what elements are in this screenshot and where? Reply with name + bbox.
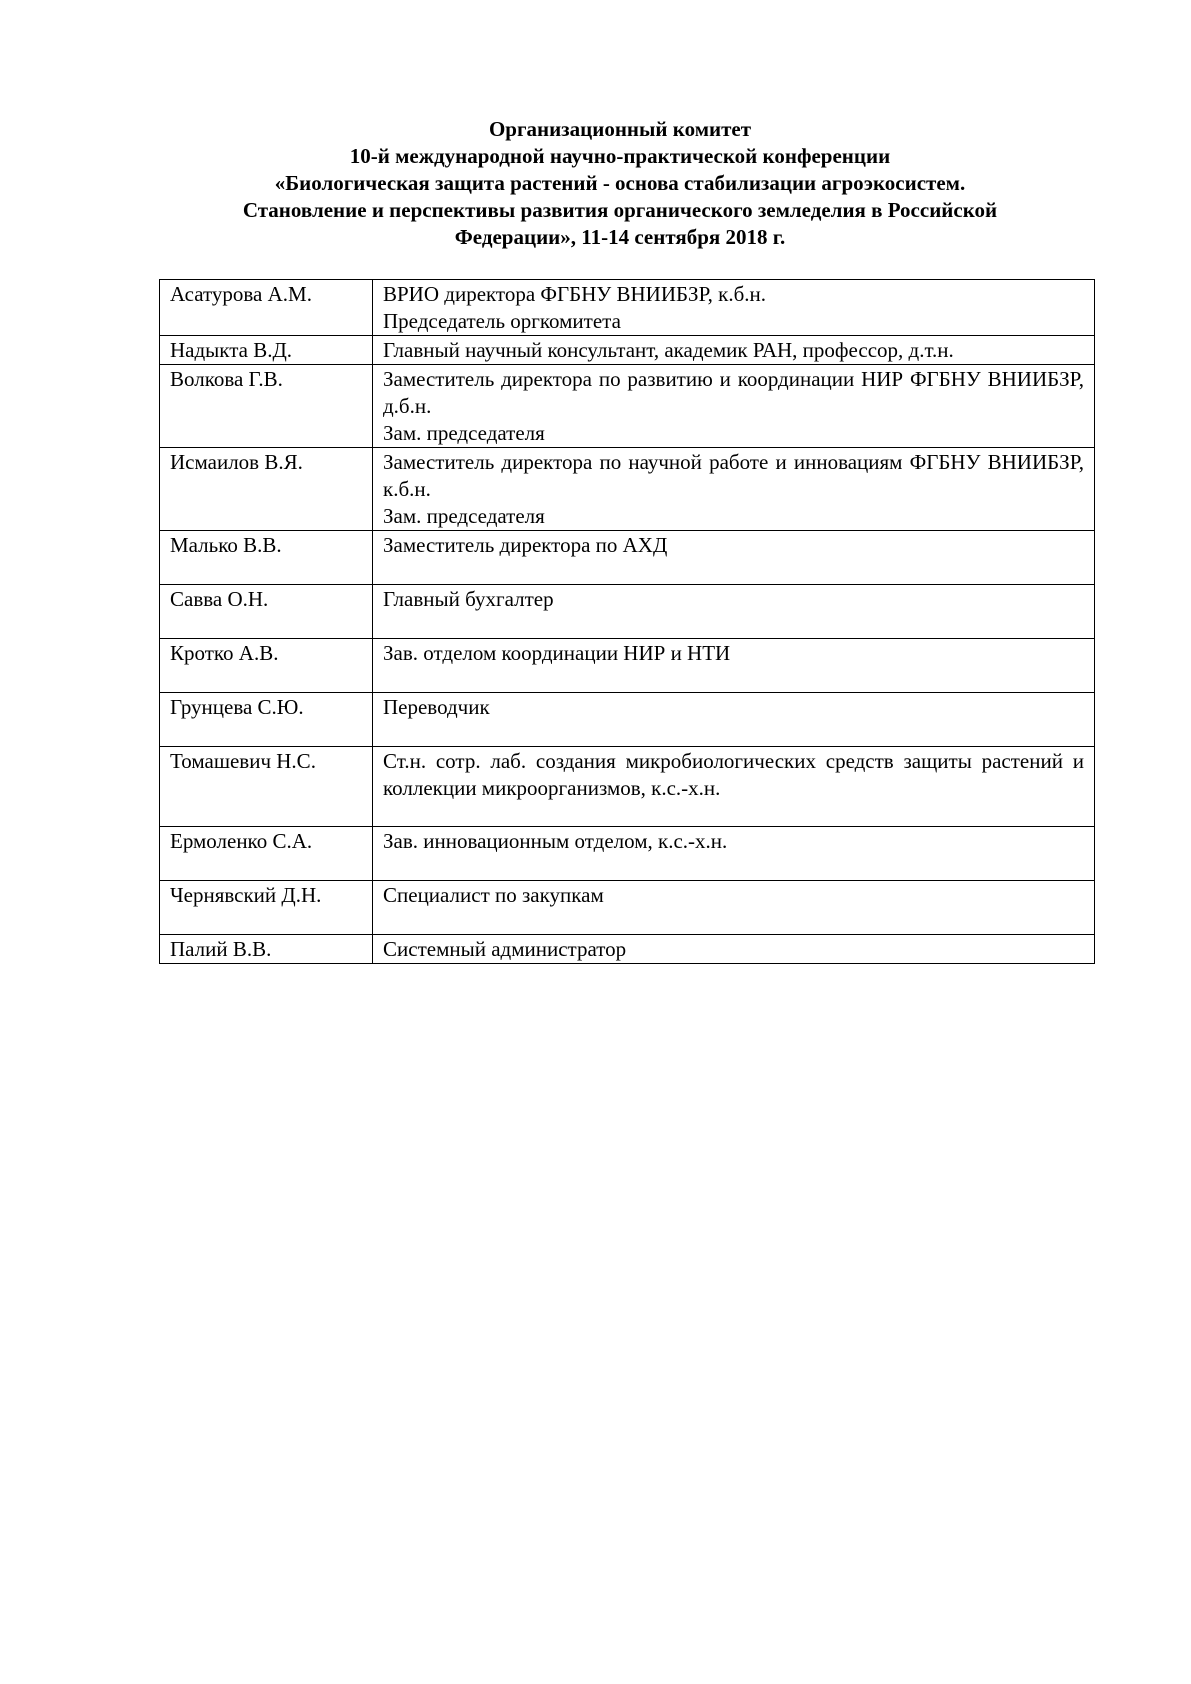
committee-table: [159, 279, 1095, 964]
heading-line: Федерации», 11-14 сентября 2018 г.: [454, 225, 786, 249]
heading-line: «Биологическая защита растений - основа стабилизации агроэкосистем.: [274, 171, 966, 195]
member-name: Надыкта В.Д.: [160, 336, 373, 365]
table-row: [160, 881, 1095, 935]
document-heading: [150, 116, 1090, 251]
heading-line: Становление и перспективы развития органического земледелия в Российской: [242, 198, 998, 222]
table-row: [160, 827, 1095, 881]
member-role: [373, 881, 1095, 935]
member-name: Кротко А.В.: [160, 639, 373, 693]
member-role: [373, 531, 1095, 585]
member-name: Асатурова А.М.: [160, 280, 373, 336]
member-role: [373, 639, 1095, 693]
role-line: Главный научный консультант, академик РАН, профессор, д.т.н.: [383, 338, 954, 362]
table-row: [160, 531, 1095, 585]
role-line: ВРИО директора ФГБНУ ВНИИБЗР, к.б.н.: [383, 282, 766, 306]
role-line: Зав. инновационным отделом, к.с.-х.н.: [383, 829, 728, 853]
member-name: Волкова Г.В.: [160, 365, 373, 448]
role-line: Ст.н. сотр. лаб. создания микробиологических средств защиты растений и коллекции микроорганизмов, к.с.-х.н.: [383, 749, 1084, 800]
member-role: [373, 365, 1095, 448]
member-role: [373, 280, 1095, 336]
member-role: [373, 448, 1095, 531]
table-row: [160, 935, 1095, 964]
role-line: Зав. отделом координации НИР и НТИ: [383, 641, 731, 665]
table-row: [160, 448, 1095, 531]
role-line: Заместитель директора по развитию и координации НИР ФГБНУ ВНИИБЗР, д.б.н.: [383, 367, 1084, 418]
member-name: Малько В.В.: [160, 531, 373, 585]
table-row: [160, 747, 1095, 827]
role-line: Заместитель директора по АХД: [383, 533, 668, 557]
role-line: Заместитель директора по научной работе и инновациям ФГБНУ ВНИИБЗР, к.б.н.: [383, 450, 1084, 501]
member-role: [373, 336, 1095, 365]
member-name: Чернявский Д.Н.: [160, 881, 373, 935]
heading-line: 10-й международной научно-практической конференции: [349, 144, 891, 168]
table-row: [160, 365, 1095, 448]
member-name: Палий В.В.: [160, 935, 373, 964]
member-name: Савва О.Н.: [160, 585, 373, 639]
role-line: Зам. председателя: [383, 421, 545, 445]
member-name: Исмаилов В.Я.: [160, 448, 373, 531]
table-row: [160, 280, 1095, 336]
role-line: Главный бухгалтер: [383, 587, 554, 611]
role-line: Председатель оргкомитета: [383, 309, 621, 333]
role-line: Переводчик: [383, 695, 490, 719]
heading-line: Организационный комитет: [488, 117, 752, 141]
table-row: [160, 693, 1095, 747]
table-row: [160, 585, 1095, 639]
role-line: Зам. председателя: [383, 504, 545, 528]
member-name: Ермоленко С.А.: [160, 827, 373, 881]
role-line: Системный администратор: [383, 937, 627, 961]
table-row: [160, 336, 1095, 365]
member-role: [373, 693, 1095, 747]
member-role: [373, 585, 1095, 639]
member-role: [373, 935, 1095, 964]
member-name: Томашевич Н.С.: [160, 747, 373, 827]
table-row: [160, 639, 1095, 693]
role-line: Специалист по закупкам: [383, 883, 604, 907]
member-role: [373, 747, 1095, 827]
member-name: Грунцева С.Ю.: [160, 693, 373, 747]
member-role: [373, 827, 1095, 881]
